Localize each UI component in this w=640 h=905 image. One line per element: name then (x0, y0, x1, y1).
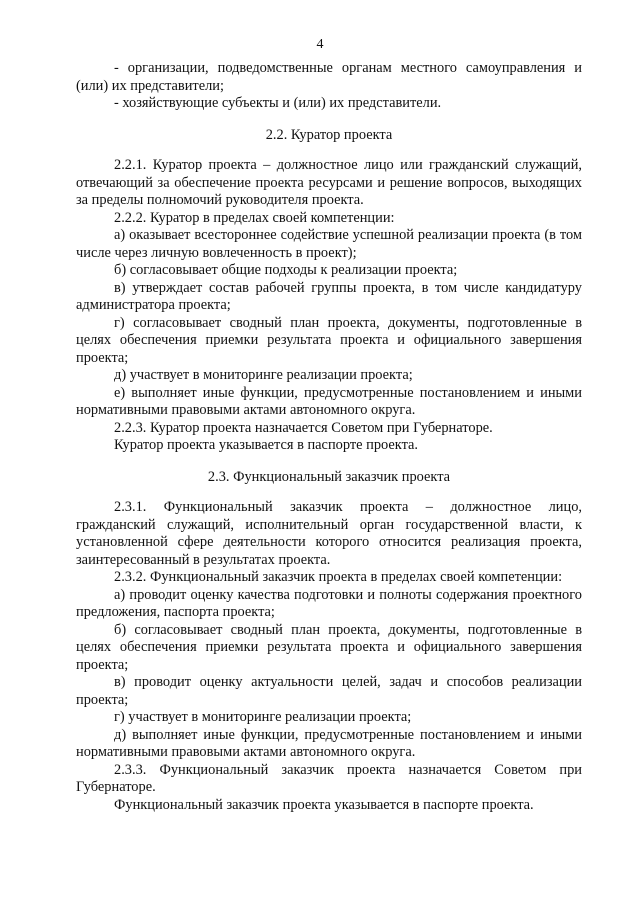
list-item: д) участвует в мониторинге реализации проекта; (114, 367, 413, 383)
paragraph: Функциональный заказчик проекта указывается в паспорте проекта. (114, 796, 534, 813)
list-item: д) выполняет иные функции, предусмотренные постановлением и иными нормативными правовыми актами автономного округа. (76, 726, 582, 760)
section-heading-2-2: 2.2. Куратор проекта (265, 126, 393, 143)
paragraph: 2.2.2. Куратор в пределах своей компетенции: (114, 209, 395, 226)
paragraph: 2.2.3. Куратор проекта назначается Советом при Губернаторе. (114, 419, 493, 436)
list-item: в) проводит оценку актуальности целей, задач и способов реализации проекта; (76, 674, 582, 708)
page-number: 4 (316, 37, 324, 52)
paragraph: 2.3.1. Функциональный заказчик проекта – должностное лицо, гражданский служащий, исполнительный орган государственной власти, к установленной сфере деятельности которого относится реализация проекта, заинтересованный в результатах проекта. (76, 499, 582, 568)
paragraph: Куратор проекта указывается в паспорте проекта. (114, 437, 419, 453)
list-item: а) проводит оценку качества подготовки и полноты содержания проектного предложения, паспорта проекта; (76, 586, 582, 620)
list-item: б) согласовывает общие подходы к реализации проекта; (114, 262, 458, 278)
document-body (76, 60, 582, 814)
list-item: г) согласовывает сводный план проекта, документы, подготовленные в целях обеспечения приемки результата проекта и официального завершения проекта; (76, 314, 582, 366)
paragraph: - организации, подведомственные органам местного самоуправления и (или) их представители; (76, 60, 582, 94)
list-item: г) участвует в мониторинге реализации проекта; (114, 709, 412, 725)
paragraph: 2.3.3. Функциональный заказчик проекта назначается Советом при Губернаторе. (76, 761, 582, 795)
list-item: а) оказывает всестороннее содействие успешной реализации проекта (в том числе через личную вовлеченность в проект); (76, 227, 582, 261)
list-item: в) утверждает состав рабочей группы проекта, в том числе кандидатуру администратора проекта; (76, 279, 582, 313)
list-item: е) выполняет иные функции, предусмотренные постановлением и иными нормативными правовыми актами автономного округа. (76, 384, 582, 418)
section-heading-2-3: 2.3. Функциональный заказчик проекта (207, 468, 451, 485)
paragraph: 2.2.1. Куратор проекта – должностное лицо или гражданский служащий, отвечающий за обеспечение проекта ресурсами и решение вопросов, выходящих за пределы полномочий руководителя проекта. (76, 157, 582, 208)
paragraph: - хозяйствующие субъекты и (или) их представители. (114, 95, 442, 111)
list-item: б) согласовывает сводный план проекта, документы, подготовленные в целях обеспечения приемки результата проекта и официального завершения проекта; (76, 621, 582, 673)
paragraph: 2.3.2. Функциональный заказчик проекта в пределах своей компетенции: (114, 569, 563, 585)
